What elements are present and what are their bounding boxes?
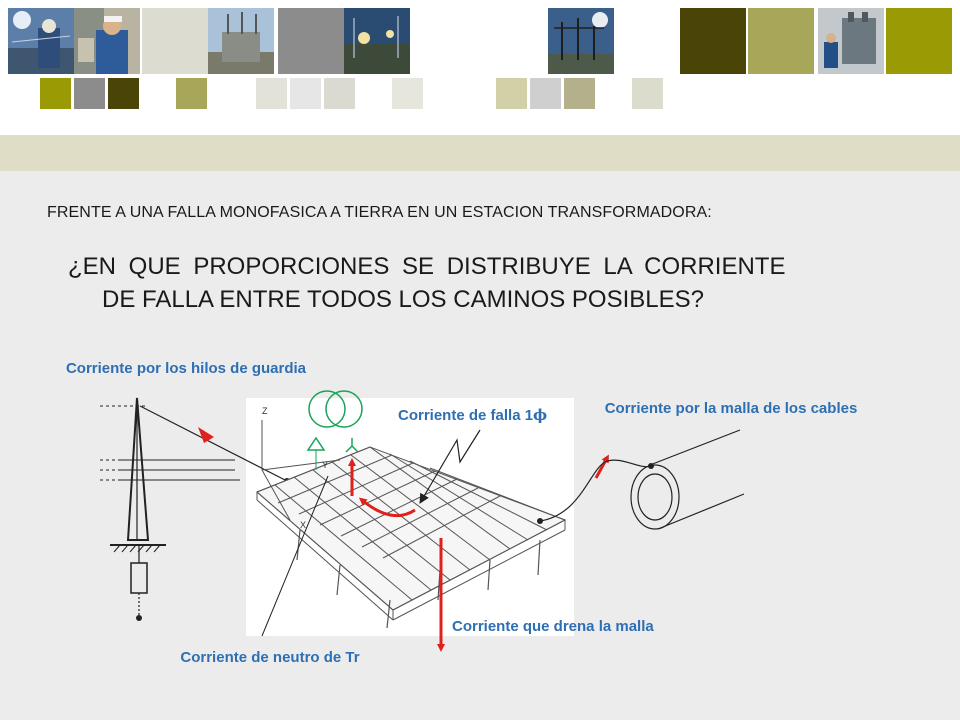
cable-shield <box>540 430 744 529</box>
question-line-2: DE FALLA ENTRE TODOS LOS CAMINOS POSIBLES? <box>102 286 704 313</box>
cable-connection <box>648 463 654 469</box>
label-fault-current <box>398 404 598 427</box>
question-line-1: ¿EN QUE PROPORCIONES SE DISTRIBUYE LA CORRIENTE <box>68 253 786 280</box>
label-mesh-drain: Corriente que drena la malla <box>452 618 654 635</box>
label-neutral-tr: Corriente de neutro de Tr <box>180 649 360 666</box>
transformer-symbol <box>308 391 362 452</box>
axis-x-label: X <box>300 520 307 530</box>
label-fault-phi: ϕ <box>533 406 548 424</box>
grounding-grid <box>257 447 565 620</box>
label-guard-wires: Corriente por los hilos de guardia <box>65 360 307 377</box>
axis-z-label: Z <box>262 406 268 416</box>
label-fault-current-text: Corriente de falla 1 <box>398 407 534 424</box>
axis-y-label: Y <box>322 460 329 470</box>
label-cable-mesh: Corriente por la malla de los cables <box>604 400 858 417</box>
slide-subtitle: FRENTE A UNA FALLA MONOFASICA A TIERRA EN UN ESTACION TRANSFORMADORA: <box>47 204 712 221</box>
grid-cable-connection <box>537 518 543 524</box>
guard-wire-arrow <box>198 427 214 443</box>
